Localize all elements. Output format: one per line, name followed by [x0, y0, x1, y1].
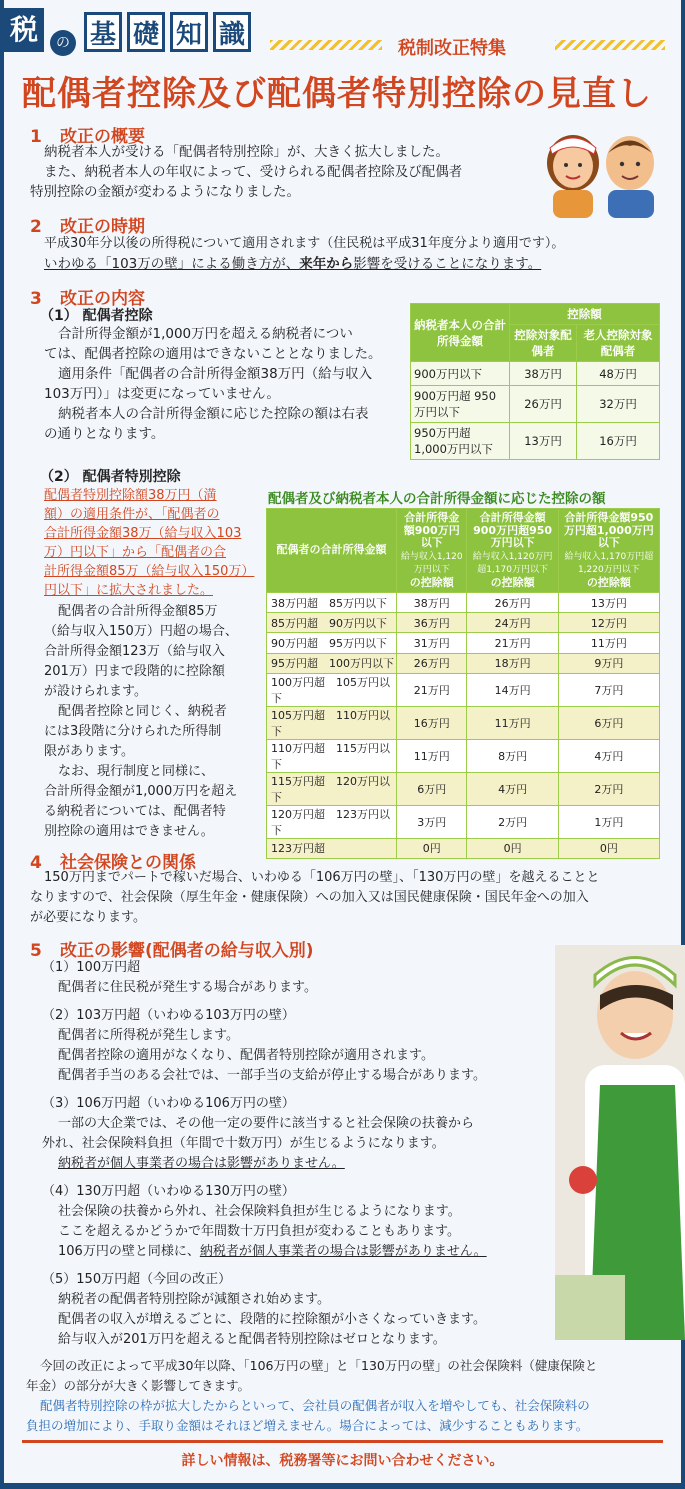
- s5-line-4: 配偶者に所得税が発生します。: [58, 1028, 239, 1043]
- s5-line-13: ここを超えるかどうかで年間数十万円負担が変わることもあります。: [58, 1224, 460, 1239]
- s3-p2-line-12: 別控除の適用はできません。: [44, 824, 214, 839]
- header-no: の: [50, 30, 76, 56]
- section-4-heading: 4 社会保険との関係: [30, 853, 196, 873]
- table-row: 95万円超 100万円以下 26万円 18万円 9万円: [267, 653, 660, 673]
- s5-line-17: 配偶者の収入が増えるごとに、段階的に控除額が小さくなっていきます。: [58, 1312, 486, 1327]
- note-line-1: 配偶者特別控除の枠が拡大したからといって、会社員の配偶者が収入を増やしても、社会保険料の: [40, 1398, 590, 1413]
- s3-p1-line-2: ては、配偶者控除の適用はできないこととなりました。: [44, 346, 382, 362]
- t1-header-group: 控除額: [510, 304, 660, 325]
- s3-p1-line-3: 適用条件「配偶者の合計所得金額38万円（給与収入: [58, 366, 373, 382]
- s1-line-2: また、納税者本人の年収によって、受けられる配偶者控除及び配偶者: [44, 164, 463, 180]
- t1-header-spouse: 控除対象配偶者: [510, 325, 577, 362]
- s3-p2-line-6: 配偶者控除と同じく、納税者: [58, 704, 227, 719]
- s5-line-8: 一部の大企業では、その他一定の要件に該当すると社会保険の扶養から: [58, 1116, 475, 1131]
- table-row: 90万円超 95万円以下 31万円 21万円 11万円: [267, 633, 660, 653]
- s3-red-line-5: 計所得金額85万（給与収入150万）: [44, 564, 255, 579]
- table-row: 110万円超 115万円以下 11万円 8万円 4万円: [267, 739, 660, 772]
- section-2-heading: 2 改正の時期: [30, 217, 145, 237]
- s3-sub-1: （1） 配偶者控除: [40, 308, 153, 324]
- s3-p2-line-3: 合計所得金額123万（給与収入: [44, 644, 225, 659]
- t2-header-col-1: 合計所得金額900万円以下 給与収入1,120万円以下 の控除額: [397, 509, 467, 593]
- s3-p2-line-7: には3段階に分けられた所得制: [44, 724, 222, 739]
- s4-line-3: が必要になります。: [30, 910, 146, 925]
- footer-divider: [22, 1440, 663, 1443]
- header-hatch-right: [555, 40, 665, 50]
- s5-line-5: 配偶者控除の適用がなくなり、配偶者特別控除が適用されます。: [58, 1048, 434, 1063]
- s3-p2-line-9: なお、現行制度と同様に、: [58, 764, 215, 779]
- s2-line-2: いわゆる「103万の壁」による働き方が、来年から影響を受けることになります。: [44, 256, 542, 272]
- section-3-heading: 3 改正の内容: [30, 289, 145, 309]
- s3-p2-line-5: が設けられます。: [44, 684, 147, 699]
- s4-line-2: なりますので、社会保険（厚生年金・健康保険）への加入又は国民健康保険・国民年金への加入: [30, 890, 589, 905]
- s3-red-line-1: 配偶者特別控除額38万円（満: [44, 488, 217, 503]
- s3-p2-line-10: 合計所得金額が1,000万円を超え: [44, 784, 238, 799]
- s3-p2-line-1: 配偶者の合計所得金額85万: [58, 604, 218, 619]
- s4-line-1: 150万円までパートで稼いだ場合、いわゆる「106万円の壁」、「130万円の壁」を越えることと: [44, 870, 600, 885]
- summary-line-2: 年金）の部分が大きく影響してきます。: [26, 1378, 251, 1393]
- shop-worker-photo: [555, 945, 685, 1340]
- deduction-table-2: [266, 508, 660, 859]
- table-row: 120万円超 123万円以下 3万円 2万円 1万円: [267, 805, 660, 838]
- s5-line-9: 外れ、社会保険料負担（年間で十数万円）が生じるようになります。: [42, 1136, 445, 1151]
- s3-p2-line-11: る納税者については、配偶者特: [44, 804, 226, 819]
- s5-line-14: 106万円の壁と同様に、納税者が個人事業者の場合は影響がありません。: [58, 1244, 487, 1259]
- table-row: 950万円超 1,000万円以下 13万円 16万円: [411, 423, 660, 460]
- s5-line-6: 配偶者手当のある会社では、一部手当の支給が停止する場合があります。: [58, 1068, 486, 1083]
- s2-line-1: 平成30年分以後の所得税について適用されます（住民税は平成31年度分より適用です）。: [44, 236, 565, 251]
- table-row: 115万円超 120万円以下 6万円 4万円 2万円: [267, 772, 660, 805]
- s5-line-12: 社会保険の扶養から外れ、社会保険料負担が生じるようになります。: [58, 1204, 461, 1219]
- table-row: 100万円超 105万円以下 21万円 14万円 7万円: [267, 673, 660, 706]
- s3-p1-line-5: 納税者本人の合計所得金額に応じた控除の額は右表: [58, 406, 369, 422]
- s5-line-7: （3）106万円超（いわゆる106万円の壁）: [42, 1096, 295, 1111]
- s3-p2-line-4: 201万）円まで段階的に控除額: [44, 664, 225, 679]
- s5-line-10: 納税者が個人事業者の場合は影響がありません。: [58, 1156, 345, 1171]
- s3-red-line-4: 万）円以下」から「配偶者の合: [44, 545, 227, 560]
- s3-p1-line-1: 合計所得金額が1,000万円を超える納税者につい: [58, 326, 353, 342]
- s3-p2-line-8: 限があります。: [44, 744, 134, 759]
- table-row: 900万円以下 38万円 48万円: [411, 362, 660, 386]
- s3-sub-2: （2） 配偶者特別控除: [40, 469, 181, 485]
- s3-p2-line-2: （給与収入150万）円超の場合、: [44, 624, 238, 639]
- s5-line-1: （1）100万円超: [42, 960, 141, 975]
- t1-header-elderly: 老人控除対象配偶者: [577, 325, 660, 362]
- table-2-caption: 配偶者及び納税者本人の合計所得金額に応じた控除の額: [268, 491, 606, 507]
- s5-line-2: 配偶者に住民税が発生する場合があります。: [58, 980, 317, 995]
- header-tag: 税: [4, 8, 44, 52]
- t2-header-col-2: 合計所得金額900万円超950万円以下 給与収入1,120万円超1,170万円以下 の控除額: [467, 509, 558, 593]
- t2-header-col-3: 合計所得金額950万円超1,000万円以下 給与収入1,170万円超1,220万円以下 の控除額: [558, 509, 659, 593]
- table-row: 105万円超 110万円以下 16万円 11万円 6万円: [267, 706, 660, 739]
- header: [0, 0, 685, 62]
- summary-line-1: 今回の改正によって平成30年以降、「106万円の壁」と「130万円の壁」の社会保険料（健康保険と: [40, 1358, 598, 1373]
- couple-illustration: [538, 118, 668, 218]
- s5-line-3: （2）103万円超（いわゆる103万円の壁）: [42, 1008, 295, 1023]
- header-word-2: 礎: [127, 12, 165, 52]
- header-word-3: 知: [170, 12, 208, 52]
- table-row: 38万円超 85万円以下 38万円 26万円 13万円: [267, 593, 660, 613]
- s5-line-18: 給与収入が201万円を超えると配偶者特別控除はゼロとなります。: [58, 1332, 446, 1347]
- section-1-heading: 1 改正の概要: [30, 127, 145, 147]
- s3-p1-line-4: 103万円）」は変更になっていません。: [44, 386, 280, 402]
- table-row: 123万円超 0円 0円 0円: [267, 838, 660, 858]
- s3-red-line-2: 額）の適用条件が、「配偶者の: [44, 507, 220, 522]
- header-hatch-left: [270, 40, 382, 50]
- table-row: 900万円超 950万円以下 26万円 32万円: [411, 386, 660, 423]
- s5-line-11: （4）130万円超（いわゆる130万円の壁）: [42, 1184, 295, 1199]
- footer-contact: 詳しい情報は、税務署等にお問い合わせください。: [181, 1453, 504, 1469]
- note-line-2: 負担の増加により、手取り金額はそれほど増えません。場合によっては、減少することもあります。: [26, 1418, 589, 1433]
- t1-header-income: 納税者本人の合計所得金額: [411, 304, 510, 362]
- header-word-4: 識: [213, 12, 251, 52]
- s5-line-16: 納税者の配偶者特別控除が減額され始めます。: [58, 1292, 330, 1307]
- special-label: 税制改正特集: [398, 38, 506, 59]
- table-row: 85万円超 90万円以下 36万円 24万円 12万円: [267, 613, 660, 633]
- deduction-table-1: [410, 303, 660, 460]
- s1-line-1: 納税者本人が受ける「配偶者特別控除」が、大きく拡大しました。: [44, 144, 449, 160]
- page-title: 配偶者控除及び配偶者特別控除の見直し: [22, 74, 652, 114]
- s3-red-line-3: 合計所得金額38万（給与収入103: [44, 526, 242, 541]
- header-word-1: 基: [84, 12, 122, 52]
- s1-line-3: 特別控除の金額が変わるようになりました。: [30, 184, 300, 200]
- section-5-heading: 5 改正の影響(配偶者の給与収入別): [30, 941, 314, 961]
- s3-red-line-6: 円以下」に拡大されました。: [44, 583, 214, 598]
- s5-line-15: （5）150万円超（今回の改正）: [42, 1272, 232, 1287]
- t2-header-spouse: 配偶者の合計所得金額: [267, 509, 397, 593]
- s3-p1-line-6: の通りとなります。: [44, 426, 165, 442]
